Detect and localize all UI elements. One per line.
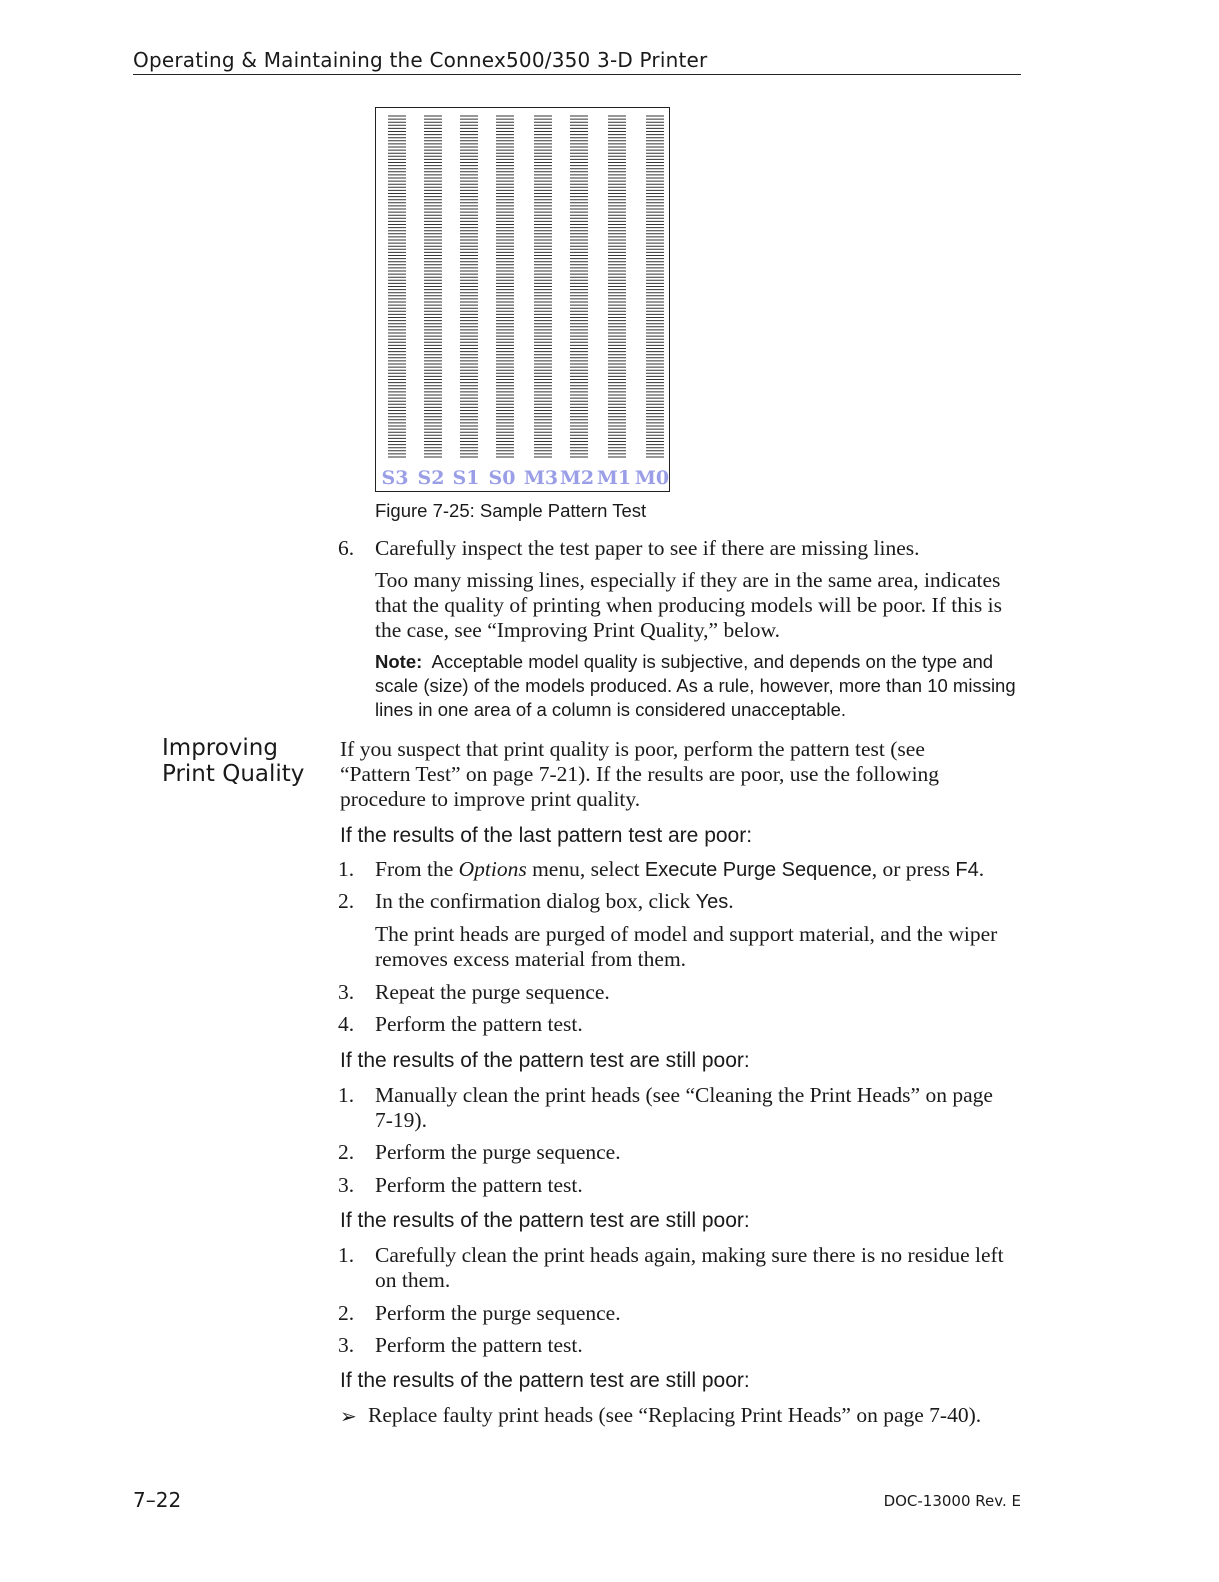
command-name: Execute Purge Sequence — [644, 859, 872, 881]
pattern-lines — [424, 116, 442, 457]
pattern-lines-graphic — [376, 108, 668, 468]
step-text: Repeat the purge sequence. — [375, 980, 610, 1004]
step-number: 2. — [338, 1140, 355, 1164]
column-label: M3 — [523, 467, 559, 489]
pattern-lines — [608, 116, 626, 457]
step-text: Perform the pattern test. — [375, 1173, 583, 1197]
step-text: Manually clean the print heads (see “Cleaning the Print Heads” on page 7-19). — [375, 1083, 993, 1132]
pattern-lines — [646, 116, 664, 457]
document-id: DOC-13000 Rev. E — [883, 1492, 1021, 1510]
page-number: 7–22 — [133, 1488, 182, 1512]
column-label: M2 — [559, 467, 595, 489]
step-text: Carefully inspect the test paper to see if there are missing lines. — [375, 536, 920, 560]
step-number: 1. — [338, 857, 355, 881]
pattern-lines — [460, 116, 478, 457]
text-run: . — [978, 857, 985, 881]
column-label: S3 — [381, 467, 409, 489]
column-label: S2 — [417, 467, 445, 489]
key-name: F4 — [955, 859, 979, 881]
figure-caption: Figure 7-25: Sample Pattern Test — [375, 500, 647, 521]
text-run: , or press — [871, 857, 956, 881]
step-detail: Too many missing lines, especially if they are in the same area, indicates that the quality of printing when producing models will be poor. If this is the case, see “Improving Print Quality,” below. — [375, 568, 1002, 642]
text-run: From the — [375, 857, 459, 881]
step-text: Carefully clean the print heads again, making sure there is no residue left on them. — [375, 1243, 1004, 1292]
step-text — [375, 857, 1025, 883]
step-text: Perform the purge sequence. — [375, 1301, 621, 1325]
step-number: 4. — [338, 1012, 355, 1036]
text-run: In the confirmation dialog box, click — [375, 889, 696, 913]
step-detail: The print heads are purged of model and support material, and the wiper removes excess material from them. — [375, 922, 998, 971]
section-heading — [162, 735, 304, 787]
step-text: Perform the pattern test. — [375, 1333, 583, 1357]
step-number: 1. — [338, 1083, 355, 1107]
column-label: M1 — [596, 467, 632, 489]
note-label: Note: — [375, 651, 423, 672]
step-number: 2. — [338, 889, 355, 913]
condition-heading: If the results of the last pattern test are poor: — [340, 824, 753, 847]
text-run: menu, select — [526, 857, 645, 881]
pattern-column — [646, 116, 664, 457]
pattern-column — [534, 116, 552, 457]
menu-name: Options — [458, 857, 527, 881]
step-text: Perform the pattern test. — [375, 1012, 583, 1036]
pattern-column — [608, 116, 626, 457]
pattern-column — [424, 116, 442, 457]
step-text: Perform the purge sequence. — [375, 1140, 621, 1164]
pattern-column — [570, 116, 588, 457]
pattern-lines — [570, 116, 588, 457]
bullet-text: Replace faulty print heads (see “Replacing Print Heads” on page 7-40). — [368, 1403, 982, 1427]
step-text — [375, 889, 1025, 915]
pattern-column — [460, 116, 478, 457]
condition-heading: If the results of the pattern test are still poor: — [340, 1049, 750, 1072]
pattern-lines — [496, 116, 514, 457]
column-label: M0 — [634, 467, 670, 489]
section-heading-line: Print Quality — [162, 761, 305, 787]
column-label: S1 — [452, 467, 480, 489]
note-block — [375, 650, 1025, 722]
condition-heading: If the results of the pattern test are still poor: — [340, 1209, 750, 1232]
text-run: . — [728, 889, 734, 913]
pattern-lines — [388, 116, 406, 457]
bullet-arrow-icon: ➢ — [340, 1406, 357, 1428]
button-name: Yes — [695, 891, 729, 913]
step-number: 1. — [338, 1243, 355, 1267]
step-number: 3. — [338, 1173, 355, 1197]
step-number: 3. — [338, 1333, 355, 1357]
condition-heading: If the results of the pattern test are still poor: — [340, 1369, 750, 1392]
pattern-column — [496, 116, 514, 457]
page-header: Operating & Maintaining the Connex500/350 3-D Printer — [133, 46, 1021, 75]
section-heading-line: Improving — [162, 735, 278, 761]
pattern-test-figure — [375, 107, 670, 492]
step-number: 3. — [338, 980, 355, 1004]
pattern-lines — [534, 116, 552, 457]
section-intro: If you suspect that print quality is poor, perform the pattern test (see “Pattern Test” on page 7-21). If the results are poor, use the following procedure to improve print quality. — [340, 737, 940, 811]
step-number: 6. — [338, 536, 355, 560]
column-label: S0 — [488, 467, 516, 489]
note-text: Acceptable model quality is subjective, and depends on the type and scale (size) of the models produced. As a rule, however, more than 10 missing lines in one area of a column is considered unacceptable. — [375, 651, 1016, 720]
pattern-column — [388, 116, 406, 457]
step-number: 2. — [338, 1301, 355, 1325]
